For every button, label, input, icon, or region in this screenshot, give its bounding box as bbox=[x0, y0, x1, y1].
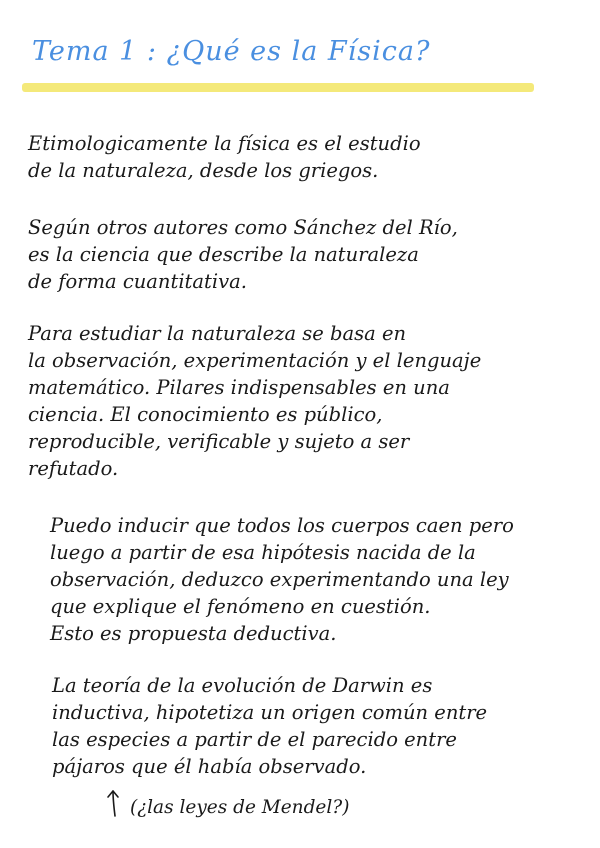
text-line: que explique el fenómeno en cuestión. bbox=[50, 595, 431, 618]
paragraph-definition bbox=[28, 214, 458, 295]
text-line: reproducible, verificable y sujeto a ser bbox=[28, 430, 410, 453]
text-line: Puedo inducir que todos los cuerpos caen pero bbox=[50, 514, 514, 537]
text-line: ciencia. El conocimiento es público, bbox=[28, 403, 383, 426]
text-line: de forma cuantitativa. bbox=[28, 270, 247, 293]
page-title: Tema 1 : ¿Qué es la Física? bbox=[32, 36, 431, 67]
text-line: observación, deduzco experimentando una ley bbox=[50, 568, 509, 591]
text-line: es la ciencia que describe la naturaleza bbox=[28, 243, 419, 266]
text-line: pájaros que él había observado. bbox=[52, 755, 367, 778]
text-line: luego a partir de esa hipótesis nacida de la bbox=[50, 541, 476, 564]
paragraph-etymology bbox=[28, 130, 421, 184]
text-line: Esto es propuesta deductiva. bbox=[50, 622, 337, 645]
text-line: las especies a partir de el parecido entre bbox=[52, 728, 457, 751]
up-arrow-icon bbox=[104, 788, 122, 818]
text-line: de la naturaleza, desde los griegos. bbox=[28, 159, 379, 182]
text-line: la observación, experimentación y el lenguaje bbox=[28, 349, 482, 372]
text-line: Según otros autores como Sánchez del Río, bbox=[28, 216, 458, 239]
paragraph-inductive bbox=[52, 672, 487, 780]
paragraph-method bbox=[28, 320, 481, 482]
side-note bbox=[104, 788, 349, 818]
side-note-text: (¿las leyes de Mendel?) bbox=[130, 797, 350, 818]
text-line: La teoría de la evolución de Darwin es bbox=[52, 674, 433, 697]
text-line: refutado. bbox=[28, 457, 119, 480]
text-line: inductiva, hipotetiza un origen común entre bbox=[52, 701, 488, 724]
text-line: Etimologicamente la física es el estudio bbox=[28, 132, 421, 155]
text-line: Para estudiar la naturaleza se basa en bbox=[28, 322, 407, 345]
paragraph-deductive bbox=[50, 512, 514, 647]
title-highlight bbox=[22, 83, 534, 92]
text-line: matemático. Pilares indispensables en una bbox=[28, 376, 450, 399]
